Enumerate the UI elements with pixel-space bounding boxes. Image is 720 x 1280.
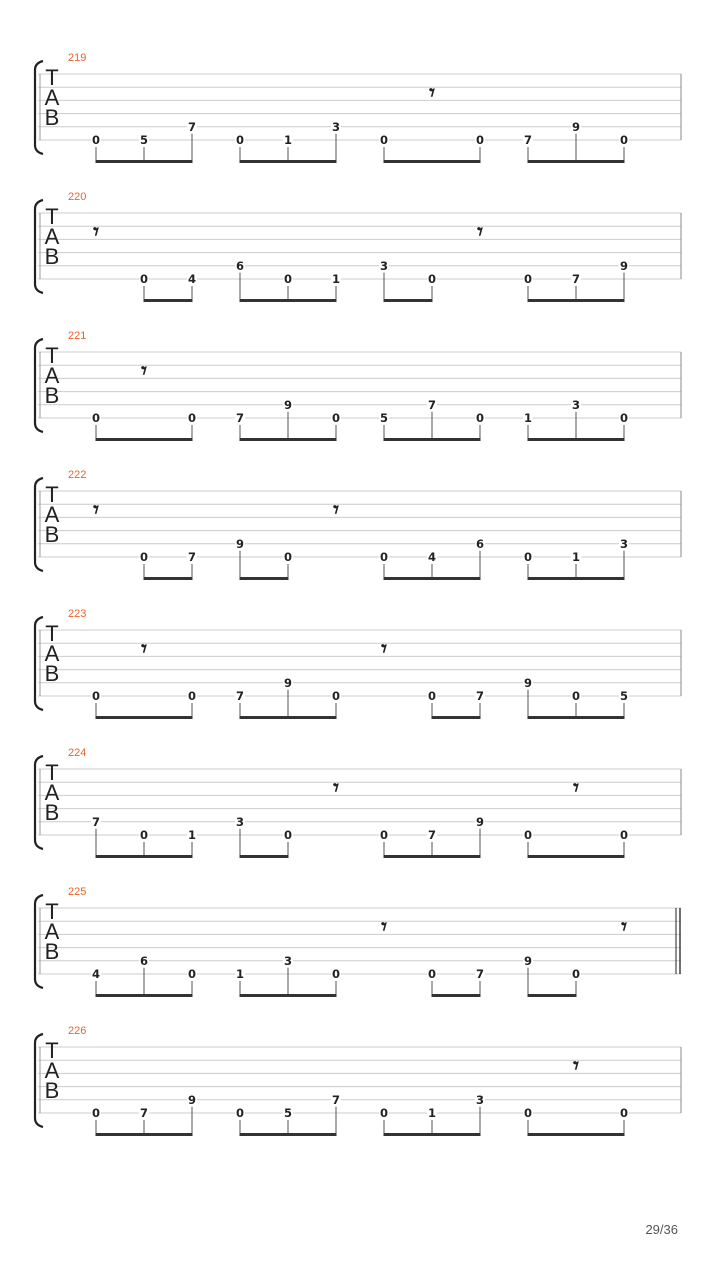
eighth-rest: 𝄾 xyxy=(573,1053,579,1079)
beam xyxy=(384,855,481,858)
tab-clef-letter: T xyxy=(45,760,59,785)
fret-number: 1 xyxy=(331,272,341,286)
fret-number: 3 xyxy=(331,119,341,134)
beam xyxy=(96,855,193,858)
tab-clef-letter: A xyxy=(44,780,60,805)
fret-number: 7 xyxy=(187,119,197,134)
fret-number: 7 xyxy=(235,411,245,425)
fret-number: 3 xyxy=(619,536,629,551)
measure-number: 219 xyxy=(68,52,87,64)
eighth-rest: 𝄾 xyxy=(333,497,339,523)
beam xyxy=(96,994,193,997)
tab-clef-letter: T xyxy=(45,343,59,368)
fret-number: 0 xyxy=(619,828,629,842)
fret-number: 0 xyxy=(91,133,101,147)
fret-number: 9 xyxy=(283,675,293,690)
fret-number: 0 xyxy=(139,828,149,842)
fret-number: 9 xyxy=(283,397,293,412)
fret-number: 0 xyxy=(91,411,101,425)
eighth-rest: 𝄾 xyxy=(141,636,147,662)
tab-clef-letter: T xyxy=(45,621,59,646)
fret-number: 0 xyxy=(619,1106,629,1120)
fret-number: 9 xyxy=(571,119,581,134)
beam xyxy=(528,299,625,302)
beam xyxy=(240,716,337,719)
fret-number: 0 xyxy=(619,133,629,147)
fret-number: 0 xyxy=(427,689,437,703)
fret-number: 0 xyxy=(187,411,197,425)
page-number: 29/36 xyxy=(645,1222,678,1237)
tab-system xyxy=(35,330,681,441)
fret-number: 9 xyxy=(235,536,245,551)
fret-number: 9 xyxy=(523,675,533,690)
tab-clef-letter: A xyxy=(44,224,60,249)
tab-system xyxy=(35,886,681,997)
fret-number: 7 xyxy=(235,689,245,703)
fret-number: 1 xyxy=(283,133,293,147)
fret-number: 7 xyxy=(427,828,437,842)
eighth-rest: 𝄾 xyxy=(381,636,387,662)
beam xyxy=(240,855,289,858)
tab-system xyxy=(35,1025,681,1136)
fret-number: 0 xyxy=(91,1106,101,1120)
fret-number: 0 xyxy=(523,272,533,286)
fret-number: 3 xyxy=(475,1092,485,1107)
measure-number: 224 xyxy=(68,747,87,759)
fret-number: 0 xyxy=(379,550,389,564)
fret-number: 6 xyxy=(475,536,485,551)
beam xyxy=(96,160,193,163)
measure-number: 222 xyxy=(68,469,87,481)
fret-number: 0 xyxy=(427,967,437,981)
fret-number: 0 xyxy=(283,828,293,842)
fret-number: 1 xyxy=(571,550,581,564)
beam xyxy=(528,855,625,858)
fret-number: 0 xyxy=(235,133,245,147)
tab-clef-letter: B xyxy=(44,800,60,825)
tab-system xyxy=(35,747,681,858)
tab-clef-letter: T xyxy=(45,65,59,90)
beam xyxy=(240,160,337,163)
beam xyxy=(432,716,481,719)
fret-number: 9 xyxy=(187,1092,197,1107)
fret-number: 3 xyxy=(235,814,245,829)
fret-number: 0 xyxy=(379,133,389,147)
fret-number: 0 xyxy=(331,411,341,425)
fret-number: 0 xyxy=(331,689,341,703)
beam xyxy=(528,577,625,580)
tab-clef-letter: A xyxy=(44,502,60,527)
fret-number: 1 xyxy=(523,411,533,425)
fret-number: 5 xyxy=(139,133,149,147)
eighth-rest: 𝄾 xyxy=(477,219,483,245)
fret-number: 1 xyxy=(235,967,245,981)
fret-number: 0 xyxy=(187,689,197,703)
eighth-rest: 𝄾 xyxy=(429,80,435,106)
fret-number: 9 xyxy=(475,814,485,829)
fret-number: 0 xyxy=(91,689,101,703)
measure-number: 221 xyxy=(68,330,87,342)
beam xyxy=(528,160,625,163)
beam xyxy=(384,160,481,163)
fret-number: 9 xyxy=(619,258,629,273)
beam xyxy=(528,716,625,719)
tab-clef-letter: B xyxy=(44,1078,60,1103)
fret-number: 7 xyxy=(475,967,485,981)
beam xyxy=(96,1133,193,1136)
fret-number: 3 xyxy=(571,397,581,412)
tab-clef-letter: A xyxy=(44,85,60,110)
fret-number: 4 xyxy=(427,550,437,564)
beam xyxy=(144,299,193,302)
eighth-rest: 𝄾 xyxy=(93,219,99,245)
tab-clef-letter: B xyxy=(44,244,60,269)
measure-number: 225 xyxy=(68,886,87,898)
beam xyxy=(528,438,625,441)
fret-number: 0 xyxy=(187,967,197,981)
tab-clef-letter: A xyxy=(44,641,60,666)
fret-number: 7 xyxy=(187,550,197,564)
fret-number: 3 xyxy=(283,953,293,968)
beam xyxy=(240,994,337,997)
eighth-rest: 𝄾 xyxy=(621,914,627,940)
beam xyxy=(240,1133,337,1136)
beam xyxy=(528,994,577,997)
fret-number: 7 xyxy=(91,814,101,829)
fret-number: 7 xyxy=(139,1106,149,1120)
fret-number: 3 xyxy=(379,258,389,273)
beam xyxy=(96,438,193,441)
fret-number: 4 xyxy=(91,967,101,981)
fret-number: 0 xyxy=(571,967,581,981)
beam xyxy=(240,438,337,441)
tab-clef-letter: A xyxy=(44,363,60,388)
fret-number: 0 xyxy=(523,550,533,564)
tab-clef-letter: T xyxy=(45,899,59,924)
beam xyxy=(528,1133,625,1136)
fret-number: 6 xyxy=(235,258,245,273)
fret-number: 0 xyxy=(235,1106,245,1120)
tab-clef-letter: T xyxy=(45,1038,59,1063)
fret-number: 6 xyxy=(139,953,149,968)
beam xyxy=(384,299,433,302)
beam xyxy=(384,438,481,441)
fret-number: 0 xyxy=(379,828,389,842)
measure-number: 223 xyxy=(68,608,87,620)
fret-number: 0 xyxy=(331,967,341,981)
fret-number: 0 xyxy=(427,272,437,286)
beam xyxy=(432,994,481,997)
fret-number: 0 xyxy=(475,133,485,147)
tab-clef-letter: B xyxy=(44,939,60,964)
tab-clef-letter: A xyxy=(44,1058,60,1083)
fret-number: 0 xyxy=(571,689,581,703)
fret-number: 7 xyxy=(427,397,437,412)
fret-number: 0 xyxy=(619,411,629,425)
measure-number: 226 xyxy=(68,1025,87,1037)
measure-number: 220 xyxy=(68,191,87,203)
fret-number: 0 xyxy=(139,550,149,564)
fret-number: 7 xyxy=(523,133,533,147)
eighth-rest: 𝄾 xyxy=(573,775,579,801)
eighth-rest: 𝄾 xyxy=(333,775,339,801)
tab-system xyxy=(35,191,681,302)
tab-system xyxy=(35,608,681,719)
tab-clef-letter: T xyxy=(45,204,59,229)
fret-number: 0 xyxy=(523,1106,533,1120)
tab-clef-letter: T xyxy=(45,482,59,507)
fret-number: 5 xyxy=(283,1106,293,1120)
fret-number: 0 xyxy=(139,272,149,286)
fret-number: 0 xyxy=(379,1106,389,1120)
fret-number: 7 xyxy=(571,272,581,286)
fret-number: 7 xyxy=(475,689,485,703)
tab-clef-letter: B xyxy=(44,661,60,686)
fret-number: 4 xyxy=(187,272,197,286)
fret-number: 0 xyxy=(283,272,293,286)
fret-number: 0 xyxy=(523,828,533,842)
eighth-rest: 𝄾 xyxy=(141,358,147,384)
beam xyxy=(96,716,193,719)
beam xyxy=(384,577,481,580)
tab-clef-letter: B xyxy=(44,522,60,547)
tab-clef-letter: A xyxy=(44,919,60,944)
fret-number: 1 xyxy=(427,1106,437,1120)
tab-system xyxy=(35,469,681,580)
eighth-rest: 𝄾 xyxy=(381,914,387,940)
fret-number: 0 xyxy=(475,411,485,425)
beam xyxy=(240,299,337,302)
beam xyxy=(144,577,193,580)
beam xyxy=(240,577,289,580)
fret-number: 5 xyxy=(379,411,389,425)
eighth-rest: 𝄾 xyxy=(93,497,99,523)
tab-clef-letter: B xyxy=(44,383,60,408)
beam xyxy=(384,1133,481,1136)
fret-number: 5 xyxy=(619,689,629,703)
tab-system xyxy=(35,52,681,163)
fret-number: 9 xyxy=(523,953,533,968)
tab-clef-letter: B xyxy=(44,105,60,130)
fret-number: 0 xyxy=(283,550,293,564)
fret-number: 7 xyxy=(331,1092,341,1107)
fret-number: 1 xyxy=(187,828,197,842)
